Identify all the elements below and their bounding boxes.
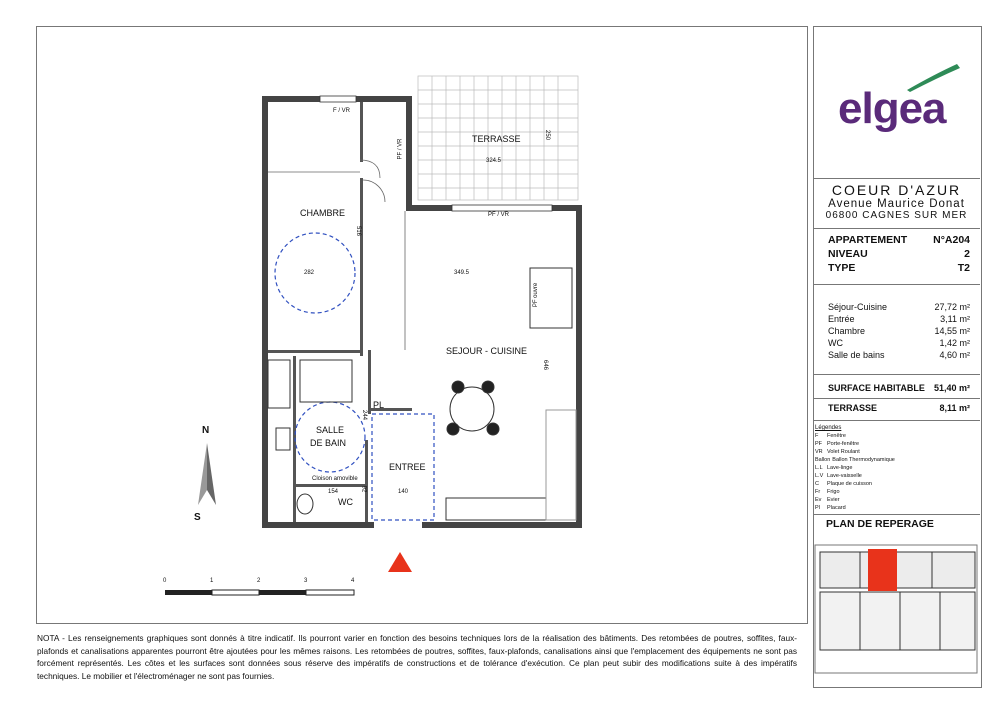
legend-abbr: L.L [815, 465, 823, 471]
legend-item [815, 441, 859, 447]
type-value: T2 [957, 262, 970, 274]
terrasse-label: TERRASSE [828, 403, 878, 413]
surface-row [828, 314, 970, 324]
address-block [813, 178, 980, 221]
room-sejour-label: SEJOUR - CUISINE [446, 346, 528, 356]
legend-text: Lave-vaisselle [827, 473, 862, 479]
scale-tick-0: 0 [163, 578, 167, 584]
row-terrasse [828, 403, 970, 413]
divider [813, 374, 980, 375]
label-pf-vr-side: PF / VR [397, 138, 404, 160]
scale-bar [165, 590, 354, 595]
brand-logo: elgea [838, 84, 946, 133]
dim-terrace-depth: 250 [544, 129, 551, 141]
compass-icon [198, 443, 216, 505]
legend-abbr: F [815, 433, 819, 439]
room-wc-label: WC [338, 497, 353, 507]
legend-text: Ballon Thermodynamique [832, 457, 895, 463]
address-line2: Avenue Maurice Donat [828, 198, 965, 210]
address-line3: 06800 CAGNES SUR MER [825, 210, 968, 221]
legend-abbr: Fr [815, 489, 821, 495]
scale-tick-1: 1 [210, 578, 214, 584]
scale-tick-4: 4 [351, 578, 355, 584]
legend-text: Volet Roulant [827, 449, 860, 455]
legend-item [815, 473, 862, 479]
legend-text: Plaque de cuisson [827, 481, 872, 487]
reperage-highlight [868, 549, 897, 591]
surface-area: 1,42 m² [939, 338, 970, 348]
dim-wc-depth: 92 [360, 485, 367, 493]
label-pf-vr-top: F / VR [333, 108, 351, 114]
row-type [828, 262, 970, 274]
legend-item [815, 497, 840, 503]
inner-walls [268, 102, 412, 522]
room-terrasse-label: TERRASSE [472, 134, 521, 144]
dim-sejour-depth: 646 [542, 359, 549, 371]
divider [813, 398, 980, 399]
legend-item [815, 457, 895, 463]
surface-habitable-value: 51,40 m² [933, 383, 970, 393]
legend-text: Lave-linge [827, 465, 853, 471]
surface-habitable-label: SURFACE HABITABLE [828, 383, 925, 393]
surface-room: Salle de bains [828, 350, 885, 360]
legend-text: Frigo [827, 489, 840, 495]
sejour-furniture [268, 268, 576, 520]
dim-chambre-depth: 516 [355, 225, 362, 237]
surface-row [828, 326, 970, 336]
divider [813, 228, 980, 229]
type-label: TYPE [828, 262, 856, 274]
legend-item [815, 465, 852, 471]
legend-item [815, 481, 872, 487]
room-chambre-label: CHAMBRE [300, 208, 346, 218]
dim-entree-width: 140 [398, 489, 409, 495]
legend-abbr: Ballon [815, 457, 831, 463]
legend-abbr: Ev [815, 497, 822, 503]
dim-terrace-width: 324.5 [486, 158, 502, 164]
dim-wc-width: 154 [328, 489, 339, 495]
terrasse-value: 8,11 m² [939, 403, 970, 413]
surface-area: 3,11 m² [940, 314, 970, 324]
legend-item [815, 489, 840, 495]
niveau-label: NIVEAU [828, 248, 868, 260]
legend-abbr: PF [815, 441, 823, 447]
compass-south: S [194, 512, 201, 523]
row-niveau [828, 248, 970, 260]
appartement-value: N°A204 [933, 234, 970, 246]
divider [813, 284, 980, 285]
surface-room: Séjour-Cuisine [828, 302, 888, 312]
legend-item [815, 449, 860, 455]
legend-item [815, 433, 846, 439]
divider [813, 514, 980, 515]
room-sdb-label-1: SALLE [316, 425, 345, 435]
compass-north: N [202, 425, 210, 436]
plan-reperage-title: PLAN DE REPERAGE [826, 518, 934, 530]
label-placard: PF ouvre [533, 282, 540, 308]
room-entree-label: ENTREE [389, 462, 426, 472]
dim-sdb-depth: 244 [361, 409, 368, 421]
label-pf-vr-sejour: PF / VR [488, 212, 510, 218]
surface-area: 27,72 m² [934, 302, 970, 312]
surface-area: 14,55 m² [934, 326, 970, 336]
row-surface-habitable [828, 383, 970, 393]
legend-title: Légendes [815, 425, 842, 431]
entrance-marker [388, 552, 412, 572]
reperage-map [815, 545, 977, 673]
scale-tick-2: 2 [257, 578, 261, 584]
nota-text: NOTA - Les renseignements graphiques sont donnés à titre indicatif. Ils pourront varier en fonction des besoins techniques lors de la réalisation des bâtiments. Des retombées de poutres, soffites, faux-plafonds et canalisations apparentes pourront être ajoutées pour les mêmes raisons. Les retombées de poutres, soffites, faux-plafonds, canalisations ainsi que l'emplacement des équipements ne sont pas forcément représentés. Les côtes et les surfaces sont données sous réserve des impératifs de constructions et de tolérance d'exécution. Ce plan peut subir des modifications suite à des impératifs techniques. Le mobilier et l'électroménager ne sont pas fournies. [37, 633, 797, 681]
address-line1: COEUR D'AZUR [831, 182, 962, 198]
legend-abbr: L.V [815, 473, 824, 479]
dim-sejour-width: 349.5 [454, 270, 470, 276]
surface-row [828, 350, 970, 360]
surface-row [828, 302, 970, 312]
niveau-value: 2 [964, 248, 970, 260]
legend-abbr: C [815, 481, 819, 487]
legend-text: Fenêtre [827, 433, 846, 439]
legend-text: Evier [827, 497, 840, 503]
appartement-label: APPARTEMENT [828, 234, 908, 246]
cloison-label: Cloison amovible [312, 476, 358, 482]
dim-chambre-width: 282 [304, 270, 315, 276]
legend-item [815, 505, 846, 511]
row-appartement [828, 234, 970, 246]
surface-room: Chambre [828, 326, 866, 336]
divider [813, 420, 980, 421]
room-pl-label: PL [373, 400, 385, 410]
legend-abbr: VR [815, 449, 823, 455]
surface-room: Entrée [828, 314, 855, 324]
surface-area: 4,60 m² [939, 350, 970, 360]
surface-row [828, 338, 970, 348]
legend-abbr: Pl [815, 505, 820, 511]
legend-text: Porte-fenêtre [827, 441, 860, 447]
room-sdb-label-2: DE BAIN [310, 438, 347, 448]
legend-text: Placard [827, 505, 846, 511]
scale-tick-3: 3 [304, 578, 308, 584]
surface-room: WC [828, 338, 843, 348]
